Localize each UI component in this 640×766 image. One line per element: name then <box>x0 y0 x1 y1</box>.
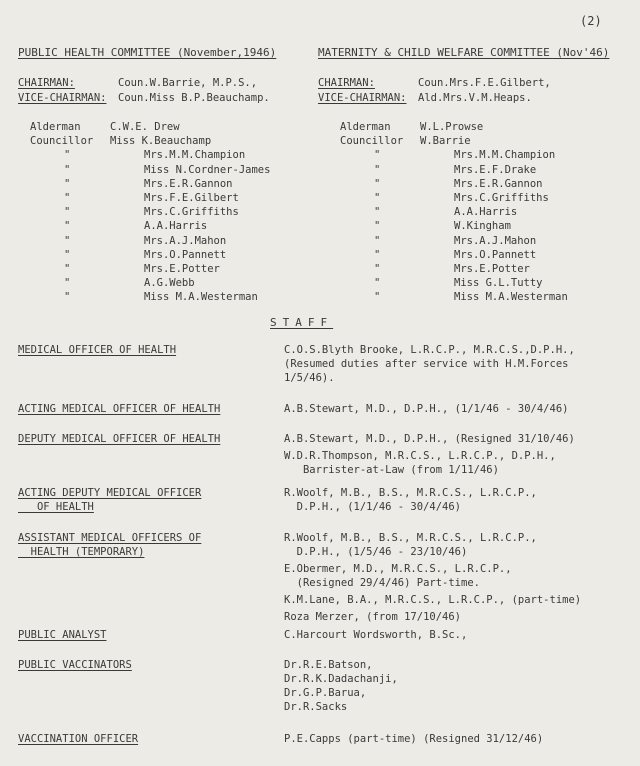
member-name: Miss N.Cordner-James <box>144 163 271 176</box>
member-name: C.W.E. Drew <box>110 121 180 133</box>
member-role: " <box>374 163 381 176</box>
staff-role-line: PUBLIC ANALYST <box>18 629 107 641</box>
page-number: (2) <box>580 14 602 28</box>
staff-entry <box>284 628 628 642</box>
staff-section <box>18 432 628 477</box>
member-name: Mrs.C.Griffiths <box>144 206 239 219</box>
left-member-row <box>30 163 270 177</box>
member-role: " <box>64 163 71 176</box>
right-member-row <box>340 248 568 262</box>
staff-role-line: VACCINATION OFFICER <box>18 733 139 745</box>
member-name: Mrs.E.Potter <box>454 263 530 276</box>
member-role: " <box>374 263 381 276</box>
staff-section <box>18 732 628 746</box>
left-member-row <box>30 262 270 276</box>
member-role: " <box>374 206 381 219</box>
maternity-committee-heading: MATERNITY & CHILD WELFARE COMMITTEE (Nov'46) <box>318 46 610 59</box>
member-name: A.A.Harris <box>144 220 208 233</box>
staff-entry <box>284 531 628 559</box>
left-member-row <box>30 234 270 248</box>
left-vice-chairman: Coun.Miss B.P.Beauchamp. <box>118 92 270 104</box>
staff-entry-line: C.O.S.Blyth Brooke, L.R.C.P., M.R.C.S.,D.P.H., <box>284 344 575 356</box>
member-name: W.Kingham <box>454 220 511 233</box>
staff-role-label <box>18 732 284 746</box>
member-name: Mrs.M.M.Champion <box>454 149 556 162</box>
member-role: " <box>64 149 71 162</box>
member-role: " <box>374 177 381 190</box>
staff-section <box>18 531 628 624</box>
member-name: Miss G.L.Tutty <box>454 277 543 290</box>
staff-entry-line: E.Obermer, M.D., M.R.C.S., L.R.C.P., <box>284 563 512 575</box>
staff-entry <box>284 343 628 385</box>
right-member-row <box>340 205 568 219</box>
right-member-row <box>340 134 568 148</box>
right-member-row <box>340 290 568 304</box>
right-member-row <box>340 163 568 177</box>
staff-role-line: ASSISTANT MEDICAL OFFICERS OF <box>18 532 202 544</box>
member-name: Mrs.C.Griffiths <box>454 192 549 205</box>
right-members-list <box>340 120 568 305</box>
staff-entries <box>284 531 628 624</box>
staff-entry-line: P.E.Capps (part-time) (Resigned 31/12/46) <box>284 733 544 745</box>
member-name: Mrs.A.J.Mahon <box>144 234 227 247</box>
staff-entries <box>284 432 628 477</box>
member-role: " <box>64 234 71 247</box>
staff-entry-line: D.P.H., (1/1/46 - 30/4/46) <box>284 501 462 513</box>
staff-entry <box>284 686 628 700</box>
member-role: " <box>64 277 71 290</box>
left-member-row <box>30 205 270 219</box>
member-name: A.G.Webb <box>144 277 195 290</box>
right-member-row <box>340 219 568 233</box>
right-vice-chairman-label: VICE-CHAIRMAN: <box>318 92 407 104</box>
member-name: W.Barrie <box>420 135 471 148</box>
left-member-row <box>30 148 270 162</box>
member-name: Mrs.E.Potter <box>144 263 220 276</box>
staff-role-label <box>18 402 284 416</box>
member-role: " <box>374 192 381 205</box>
right-member-row <box>340 177 568 191</box>
member-role: " <box>374 149 381 162</box>
staff-role-label <box>18 432 284 477</box>
staff-entry-line: (Resumed duties after service with H.M.Forces <box>284 358 569 370</box>
left-members-list <box>30 120 270 305</box>
staff-entry <box>284 700 628 714</box>
member-name: Miss K.Beauchamp <box>110 135 212 148</box>
staff-section <box>18 628 628 642</box>
staff-entry-line: Barrister-at-Law (from 1/11/46) <box>284 464 499 476</box>
staff-role-line: HEALTH (TEMPORARY) <box>18 546 145 558</box>
member-role: " <box>64 220 71 233</box>
right-member-row <box>340 148 568 162</box>
member-name: Mrs.O.Pannett <box>144 248 227 261</box>
member-role: " <box>374 277 381 290</box>
staff-entry <box>284 593 628 607</box>
staff-entry <box>284 432 628 446</box>
left-member-row <box>30 248 270 262</box>
member-name: Mrs.E.R.Gannon <box>454 177 543 190</box>
member-role: Alderman <box>30 121 81 133</box>
right-vice-chairman: Ald.Mrs.V.M.Heaps. <box>418 92 532 104</box>
member-role: " <box>64 206 71 219</box>
left-member-row <box>30 290 270 304</box>
staff-entry <box>284 562 628 590</box>
staff-role-line: MEDICAL OFFICER OF HEALTH <box>18 344 177 356</box>
member-name: Mrs.E.R.Gannon <box>144 177 233 190</box>
member-name: W.L.Prowse <box>420 121 484 133</box>
staff-entry <box>284 658 628 672</box>
staff-entries <box>284 402 628 416</box>
staff-entry-line: Roza Merzer, (from 17/10/46) <box>284 611 462 623</box>
staff-role-label <box>18 486 284 514</box>
member-name: A.A.Harris <box>454 206 518 219</box>
staff-entry <box>284 449 628 477</box>
staff-section <box>18 343 628 385</box>
member-role: Alderman <box>340 121 391 133</box>
left-member-row <box>30 177 270 191</box>
staff-entries <box>284 658 628 714</box>
left-member-row <box>30 276 270 290</box>
member-name: Miss M.A.Westerman <box>144 291 258 304</box>
staff-title: STAFF <box>270 316 334 329</box>
member-role: " <box>64 291 71 304</box>
public-health-committee-heading: PUBLIC HEALTH COMMITTEE (November,1946) <box>18 46 277 59</box>
staff-role-label <box>18 343 284 385</box>
staff-entry-line: 1/5/46). <box>284 372 335 384</box>
left-chairman-label: CHAIRMAN: <box>18 77 75 89</box>
staff-section <box>18 486 628 514</box>
member-role: " <box>374 220 381 233</box>
member-role: " <box>64 248 71 261</box>
staff-entry <box>284 486 628 514</box>
staff-entry-line: K.M.Lane, B.A., M.R.C.S., L.R.C.P., (part-time) <box>284 594 582 606</box>
member-name: Mrs.E.F.Drake <box>454 163 537 176</box>
staff-entry-line: Dr.G.P.Barua, <box>284 687 367 699</box>
staff-entry-line: A.B.Stewart, M.D., D.P.H., (Resigned 31/10/46) <box>284 433 575 445</box>
staff-section <box>18 658 628 714</box>
staff-role-line: ACTING MEDICAL OFFICER OF HEALTH <box>18 403 221 415</box>
right-member-row <box>340 276 568 290</box>
staff-role-label <box>18 628 284 642</box>
staff-entry-line: Dr.R.K.Dadachanji, <box>284 673 398 685</box>
staff-role-label <box>18 531 284 624</box>
staff-role-line: PUBLIC VACCINATORS <box>18 659 132 671</box>
left-vice-chairman-label: VICE-CHAIRMAN: <box>18 92 107 104</box>
member-role: Councillor <box>30 135 94 148</box>
member-role: " <box>374 248 381 261</box>
left-member-row <box>30 219 270 233</box>
staff-entry <box>284 672 628 686</box>
right-member-row <box>340 262 568 276</box>
staff-entry <box>284 732 628 746</box>
staff-entries <box>284 343 628 385</box>
staff-entry-line: A.B.Stewart, M.D., D.P.H., (1/1/46 - 30/4/46) <box>284 403 569 415</box>
left-member-row <box>30 134 270 148</box>
staff-entry <box>284 402 628 416</box>
right-member-row <box>340 234 568 248</box>
staff-role-line: DEPUTY MEDICAL OFFICER OF HEALTH <box>18 433 221 445</box>
staff-entry-line: D.P.H., (1/5/46 - 23/10/46) <box>284 546 468 558</box>
member-name: Miss M.A.Westerman <box>454 291 568 304</box>
left-chairman: Coun.W.Barrie, M.P.S., <box>118 77 258 89</box>
member-name: Mrs.A.J.Mahon <box>454 234 537 247</box>
member-name: Mrs.F.E.Gilbert <box>144 192 239 205</box>
staff-role-label <box>18 658 284 714</box>
member-role: " <box>64 263 71 276</box>
staff-entries <box>284 486 628 514</box>
right-member-row <box>340 120 568 134</box>
member-name: Mrs.O.Pannett <box>454 248 537 261</box>
staff-entry-line: R.Woolf, M.B., B.S., M.R.C.S., L.R.C.P., <box>284 487 537 499</box>
member-role: Councillor <box>340 135 404 148</box>
left-member-row <box>30 120 270 134</box>
right-chairman: Coun.Mrs.F.E.Gilbert, <box>418 77 551 89</box>
staff-entry-line: (Resigned 29/4/46) Part-time. <box>284 577 480 589</box>
member-role: " <box>64 177 71 190</box>
staff-entry-line: Dr.R.Sacks <box>284 701 348 713</box>
staff-entry-line: Dr.R.E.Batson, <box>284 659 373 671</box>
left-member-row <box>30 191 270 205</box>
staff-entries <box>284 628 628 642</box>
staff-entry-line: W.D.R.Thompson, M.R.C.S., L.R.C.P., D.P.H., <box>284 450 556 462</box>
staff-section <box>18 402 628 416</box>
member-role: " <box>64 192 71 205</box>
staff-entries <box>284 732 628 746</box>
right-chairman-label: CHAIRMAN: <box>318 77 375 89</box>
staff-entry-line: C.Harcourt Wordsworth, B.Sc., <box>284 629 468 641</box>
staff-role-line: ACTING DEPUTY MEDICAL OFFICER <box>18 487 202 499</box>
staff-entry <box>284 610 628 624</box>
right-member-row <box>340 191 568 205</box>
member-role: " <box>374 291 381 304</box>
member-name: Mrs.M.M.Champion <box>144 149 246 162</box>
staff-entry-line: R.Woolf, M.B., B.S., M.R.C.S., L.R.C.P., <box>284 532 537 544</box>
member-role: " <box>374 234 381 247</box>
staff-role-line: OF HEALTH <box>18 501 94 513</box>
